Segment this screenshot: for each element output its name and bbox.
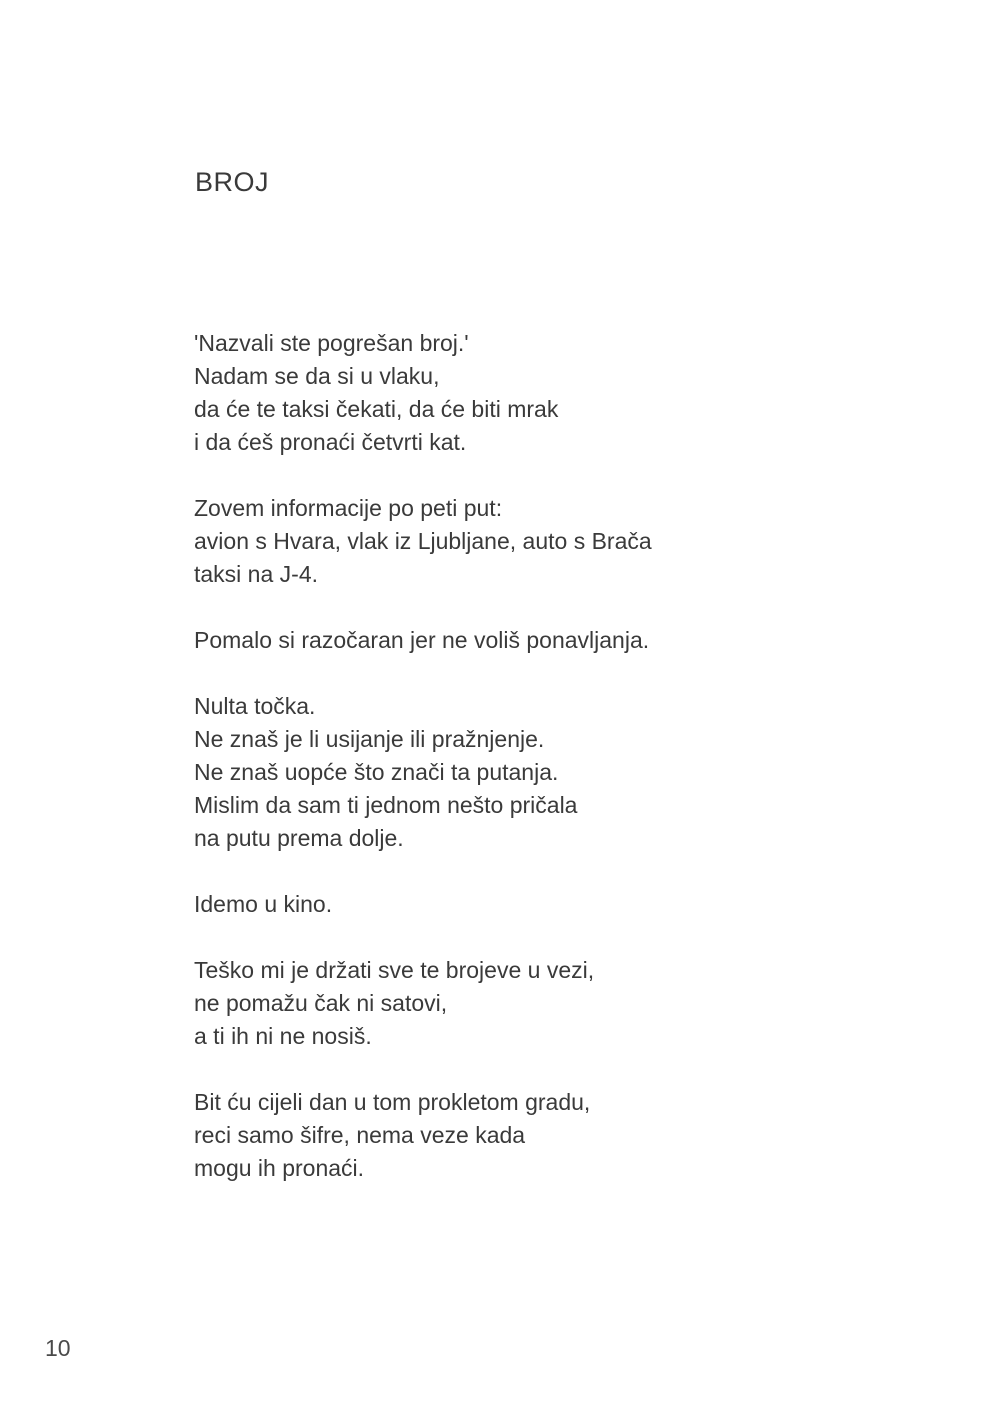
poem-line: reci samo šifre, nema veze kada [194, 1122, 526, 1148]
poem-body [194, 327, 652, 1218]
stanza [194, 888, 652, 921]
poem-line: Bit ću cijeli dan u tom prokletom gradu, [194, 1089, 591, 1115]
poem-line: Mislim da sam ti jednom nešto pričala [194, 792, 578, 818]
poem-line: ne pomažu čak ni satovi, [194, 990, 448, 1016]
poem-line: Teško mi je držati sve te brojeve u vezi, [194, 957, 595, 983]
stanza [194, 1086, 652, 1185]
page-number: 10 [45, 1335, 71, 1361]
poem-line: Nadam se da si u vlaku, [194, 363, 440, 389]
poem-line: na putu prema dolje. [194, 825, 404, 851]
poem-line: avion s Hvara, vlak iz Ljubljane, auto s Brača [194, 528, 652, 554]
stanza [194, 624, 652, 657]
poem-line: 'Nazvali ste pogrešan broj.' [194, 330, 469, 356]
stanza [194, 492, 652, 591]
stanza [194, 327, 652, 459]
poem-title: BROJ [195, 167, 270, 197]
poem-line: Zovem informacije po peti put: [194, 495, 503, 521]
poem-line: Ne znaš je li usijanje ili pražnjenje. [194, 726, 545, 752]
poem-line: Pomalo si razočaran jer ne voliš ponavljanja. [194, 627, 650, 653]
poem-line: Ne znaš uopće što znači ta putanja. [194, 759, 559, 785]
poem-line: Idemo u kino. [194, 891, 333, 917]
poem-line: i da ćeš pronaći četvrti kat. [194, 429, 467, 455]
stanza [194, 954, 652, 1053]
poem-line: Nulta točka. [194, 693, 316, 719]
stanza [194, 690, 652, 855]
poem-line: da će te taksi čekati, da će biti mrak [194, 396, 559, 422]
poem-line: taksi na J-4. [194, 561, 318, 587]
poem-line: a ti ih ni ne nosiš. [194, 1023, 372, 1049]
poem-line: mogu ih pronaći. [194, 1155, 365, 1181]
